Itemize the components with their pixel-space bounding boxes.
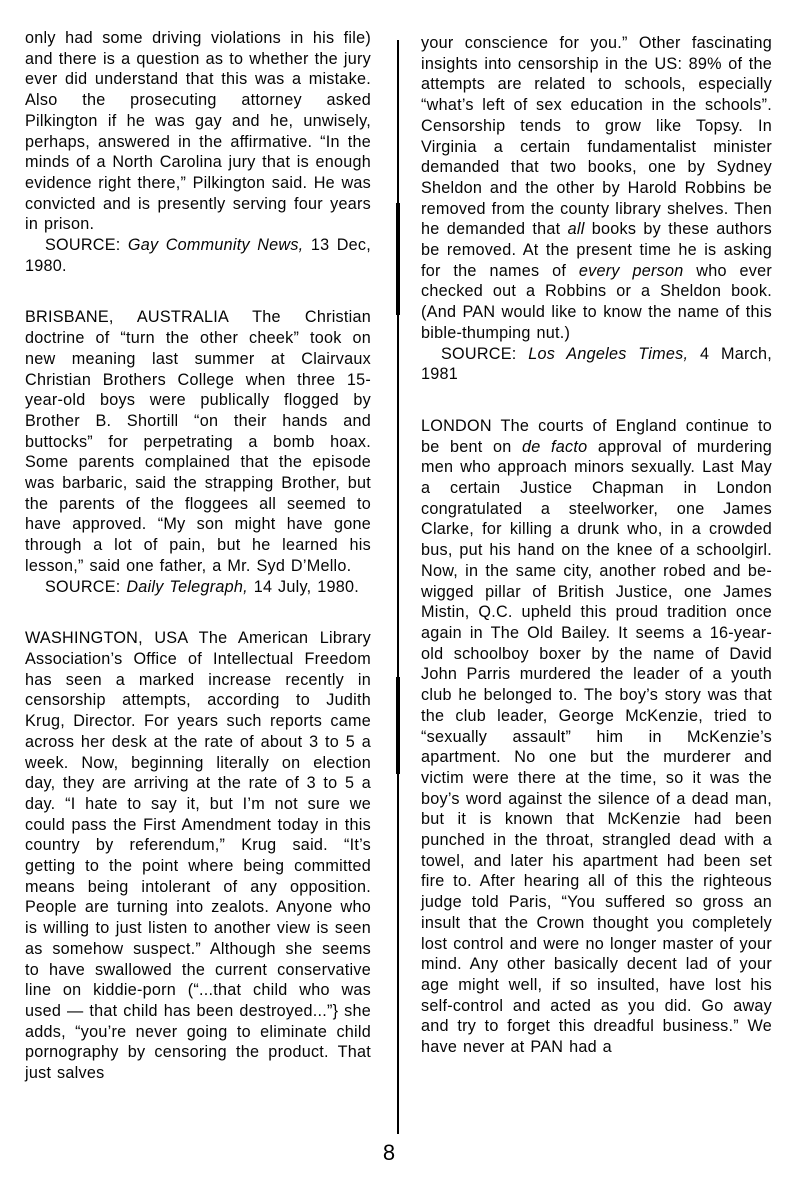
source-gay-community-news: SOURCE: Gay Community News, 13 Dec, 1980. <box>25 236 371 275</box>
story-washington: WASHINGTON, USA The American Library Association’s Office of Intellectual Freedom has seen a marked increase recently in censorship attempts, according to Judith Krug, Director. For years such reports came across her desk at the rate of about 3 to 5 a week. Now, beginning literally on election day, they are arriving at the rate of 3 to 5 a day. “I hate to say it, but I’m not sure we could pass the First Amendment today in this country by referendum,” Krug said. “It’s getting to the point where being committed means being intolerant of any opposition. People are turning into zealots. Anyone who is willing to just listen to another view is seen as somehow suspect.” Although she seems to have swallowed the current conservative line on kiddie-porn (“...that child who was used — that child has been destroyed...”} she adds, “you’re never going to eliminate child pornography by censoring the product. That just salves <box>25 629 371 1083</box>
source-los-angeles-times: SOURCE: Los Angeles Times, 4 March, 1981 <box>421 344 772 384</box>
source-daily-telegraph: SOURCE: Daily Telegraph, 14 July, 1980. <box>45 577 359 596</box>
story-brisbane: BRISBANE, AUSTRALIA The Christian doctrine of “turn the other cheek” took on new meaning last summer at Clairvaux Christian Brothers College when three 15-year-old boys were publically flogged by Brother B. Shortill “on their hands and buttocks” for perpetrating a bomb hoax. Some parents complained that the episode was barbaric, said the strapping Brother, but the parents of the floggees all seemed to have approved. “My son might have gone through a lot of pain, but he learned his lesson,” said one father, a Mr. Syd D’Mello. <box>25 308 371 575</box>
page-number: 8 <box>382 1140 396 1165</box>
story-pilkington-continued: only had some driving violations in his file) and there is a question as to whether the jury ever did understand that this was a mistake. Also the prosecuting attorney asked Pilkington if he was gay and he, unwisely, perhaps, answered in the affirmative. “In the minds of a North Carolina jury that is enough evidence right there,” Pilkington said. He was convicted and is presently serving four years in prison. <box>25 29 371 234</box>
divider-thick-segment <box>396 677 400 774</box>
story-censorship-continued: your conscience for you.” Other fascinating insights into censorship in the US: 89% of the attempts are related to schools, especially “what’s left of sex education in the schools”. Censorship tends to grow like Topsy. In Virginia a certain fundamentalist minister demanded that two books, one by Sydney Sheldon and the other by Harold Robbins be removed from the county library shelves. Then he demanded that all books by these authors be removed. At the present time he is asking for the names of every person who ever checked out a Robbins or a Sheldon book. (And PAN would like to know the name of this bible-thumping nut.) <box>421 34 773 342</box>
story-london: LONDON The courts of England continue to be bent on de facto approval of murdering men who approach minors sexually. Last May a certain Justice Chapman in London congratulated a steelworker, one James Clarke, for killing a drunk who, in a crowded bus, put his hand on the knee of a schoolgirl. Now, in the same city, another robed and be-wigged pillar of British Justice, one James Mistin, Q.C. upheld this proud tradition once again in The Old Bailey. It seems a 16-year-old schoolboy boxer by the name of David John Parris murdered the leader of a youth club he belonged to. The boy’s story was that the club leader, George McKenzie, tried to “sexually assault” him in McKenzie’s apartment. No one but the murderer and victim were there at the time, so it was the boy’s word against the silence of a dead man, but it is known that McKenzie had been punched in the throat, strangled dead with a towel, and later his apartment had been set fire to. After hearing all of this the righteous judge told Paris, “You suffered so gross an insult that the Crown thought you completely lost control and were no longer master of your mind. Any other basically decent lad of your age might well, if so insulted, have lost his self-control and acted as you did. Go away and try to forget this dreadful business.” We have never at PAN had a <box>421 416 773 1057</box>
divider-thick-segment <box>396 203 400 315</box>
left-column <box>25 28 371 1084</box>
column-divider-rule <box>397 40 399 1134</box>
right-column <box>421 33 772 1058</box>
